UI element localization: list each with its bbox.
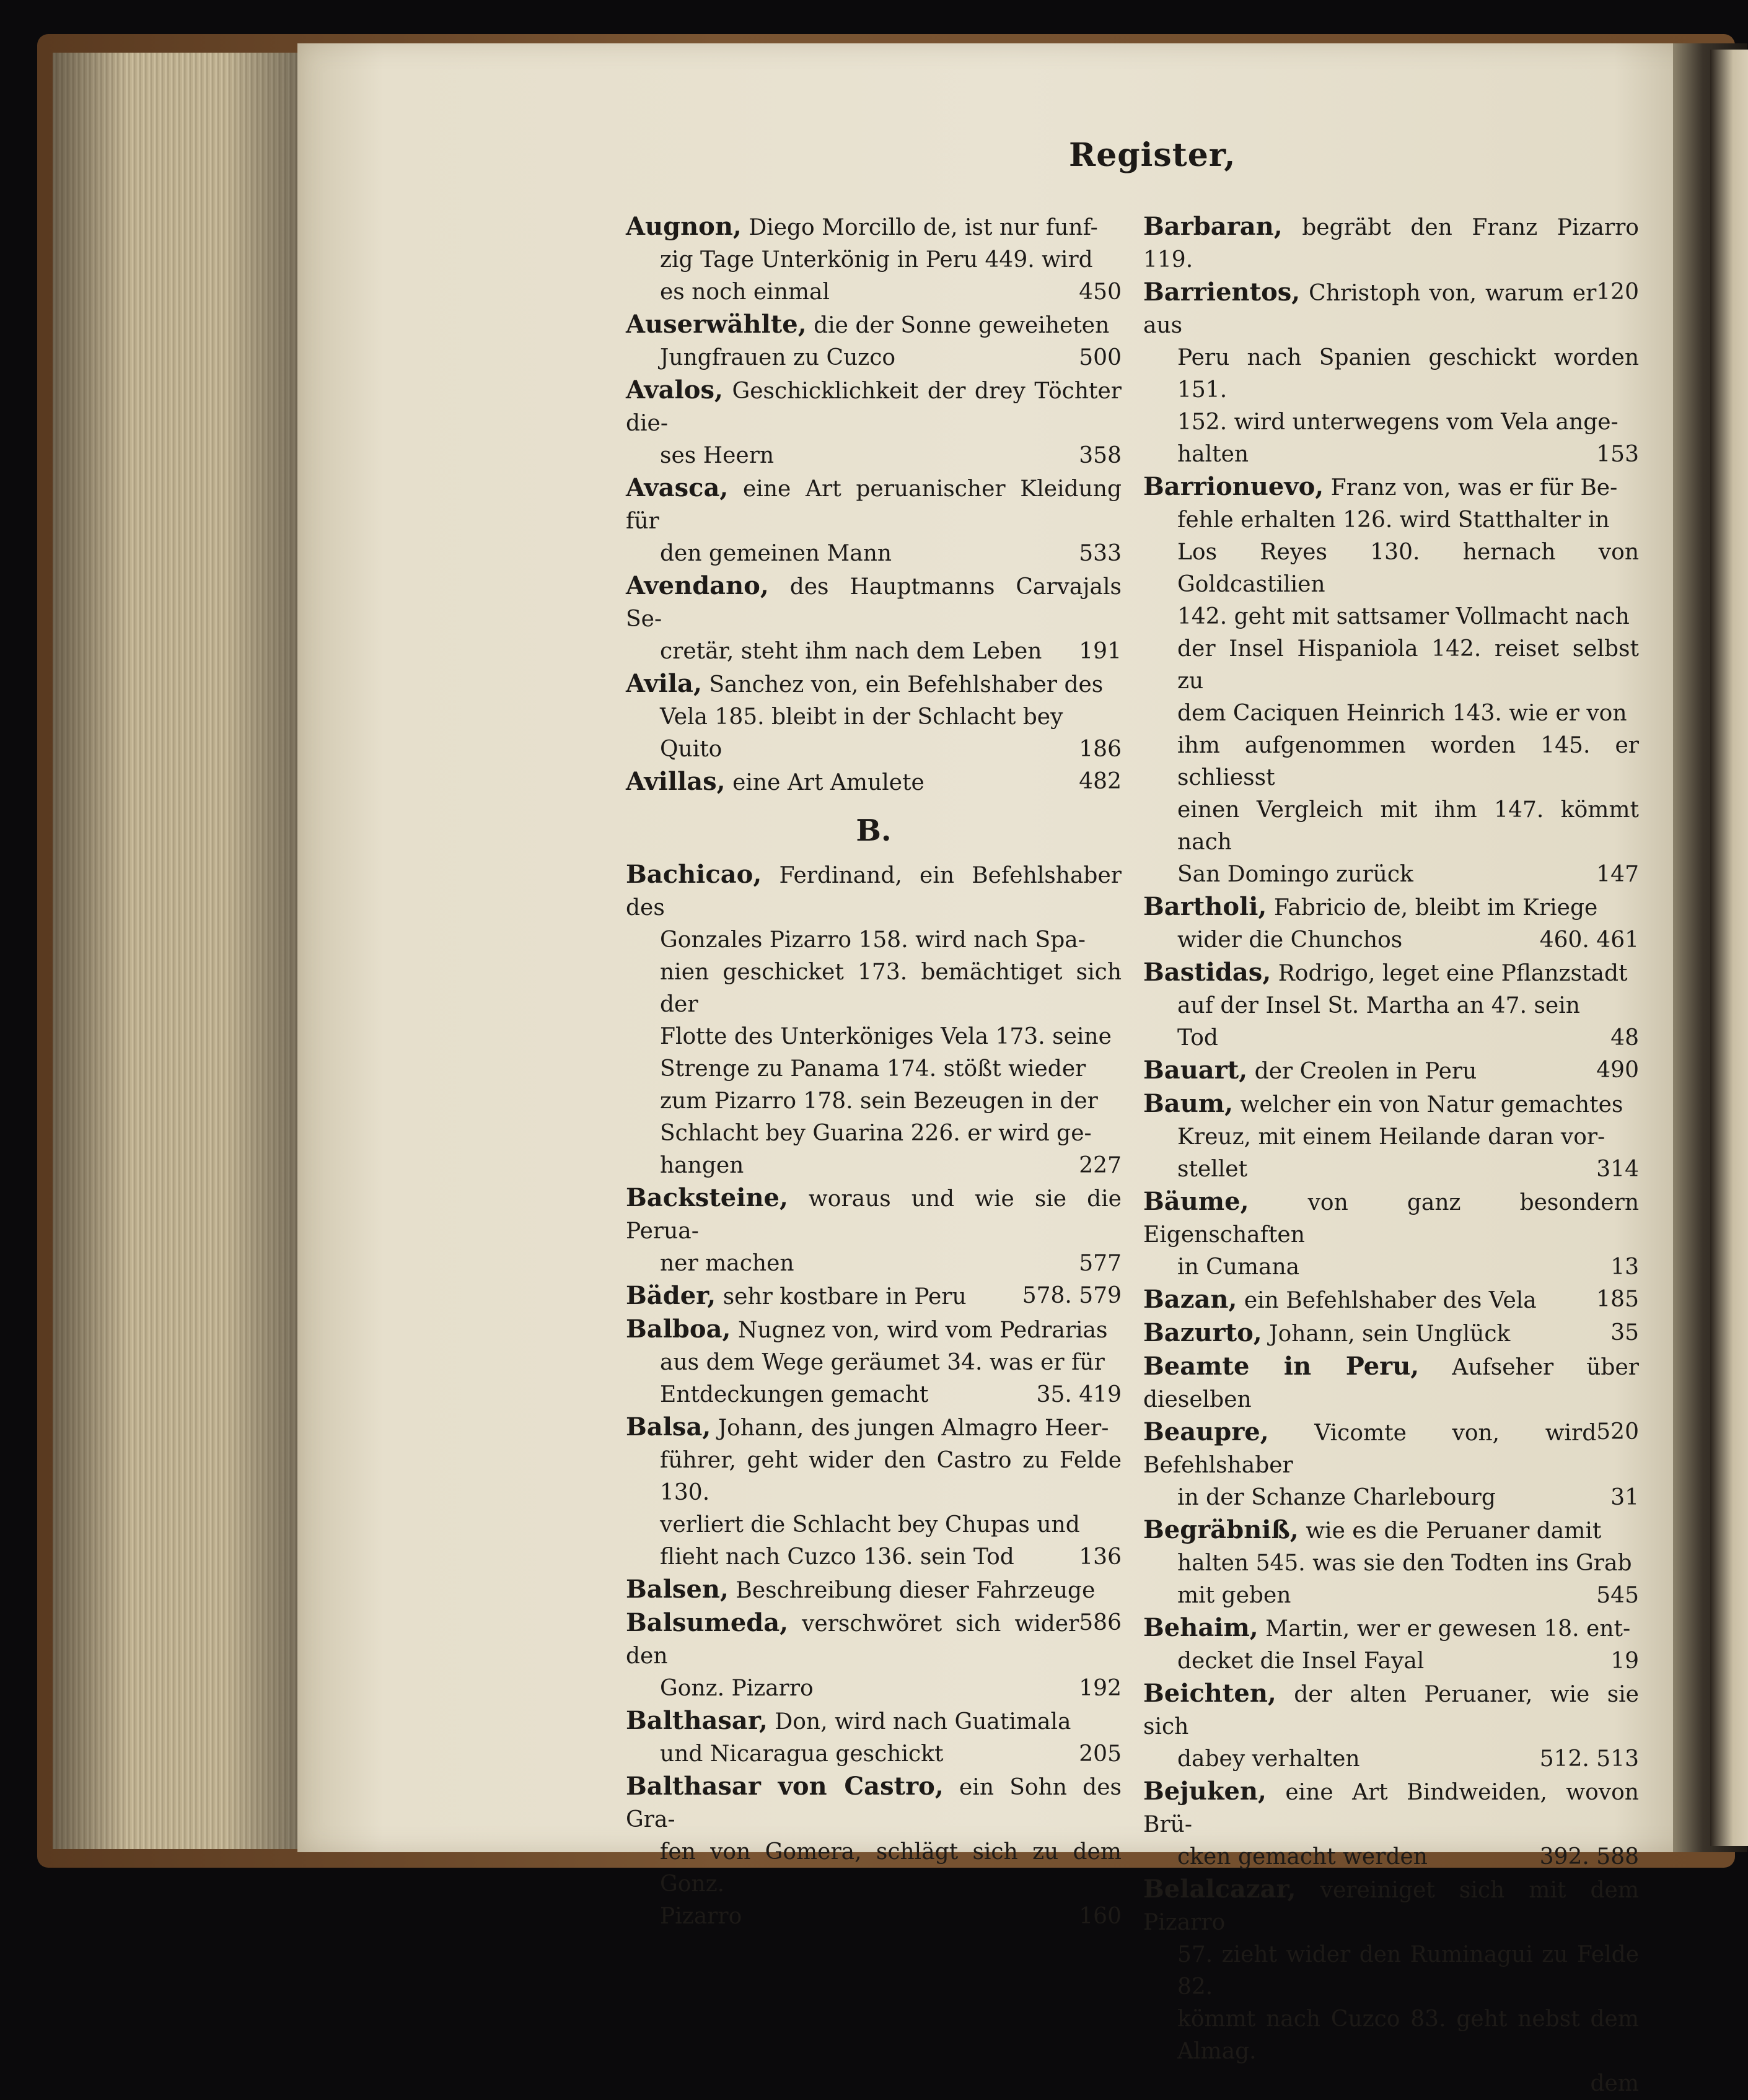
entry-text: Strenge zu Panama 174. stößt wieder <box>660 1056 1086 1082</box>
entry-page: 13 <box>1610 1254 1639 1280</box>
index-entry <box>626 570 1122 668</box>
entry-line <box>626 733 1122 766</box>
entry-line <box>626 1118 1122 1150</box>
entry-text: Don, wird nach Guatimala <box>775 1709 1071 1735</box>
right-column <box>1143 211 1639 2100</box>
entry-headword: Balthasar, <box>626 1706 768 1735</box>
entry-headword: Bäume, <box>1143 1187 1249 1216</box>
left-column <box>626 211 1122 1933</box>
entry-text: Aufseher über dieselben <box>1143 1355 1639 1412</box>
index-entry <box>626 1705 1122 1770</box>
entry-line <box>1143 1186 1639 1251</box>
entry-text: der alten Peruaner, wie sie sich <box>1143 1682 1639 1739</box>
index-entry <box>626 1280 1122 1313</box>
entry-text: in der Schanze Charlebourg <box>1177 1485 1496 1510</box>
entry-text: San Domingo zurück <box>1177 862 1413 887</box>
entry-line <box>626 1280 1122 1313</box>
entry-line <box>1143 1841 1639 1873</box>
entry-headword: Bastidas, <box>1143 958 1271 987</box>
index-entry <box>1143 1612 1639 1678</box>
index-entry <box>1143 1514 1639 1612</box>
index-entry <box>626 472 1122 570</box>
entry-line <box>626 1021 1122 1053</box>
entry-page: 500 <box>1079 345 1122 370</box>
entry-text: und Nicaragua geschickt <box>660 1741 944 1767</box>
index-entry <box>1143 1678 1639 1775</box>
entry-text: fehle erhalten 126. wird Statthalter in <box>1177 507 1610 533</box>
entry-page: 512. 513 <box>1539 1746 1639 1772</box>
entry-text: wie es die Peruaner damit <box>1306 1518 1602 1544</box>
entry-line <box>1143 891 1639 924</box>
entry-line <box>626 1509 1122 1541</box>
entry-line <box>626 924 1122 956</box>
entry-text: Johann, des jungen Almagro Heer- <box>718 1415 1109 1441</box>
entry-text: von ganz besondern Eigenschaften <box>1143 1190 1640 1248</box>
entry-text: Beschreibung dieser Fahrzeuge <box>736 1578 1096 1603</box>
index-entry <box>626 1182 1122 1280</box>
entry-line <box>1143 956 1639 990</box>
entry-line <box>626 668 1122 701</box>
entry-line <box>1143 1284 1639 1317</box>
entry-text: cken gemacht werden <box>1177 1844 1428 1870</box>
index-entry <box>1143 1284 1639 1317</box>
entry-line <box>1143 471 1639 504</box>
entry-line <box>1143 601 1639 633</box>
entry-page: 160 <box>1079 1904 1122 1929</box>
entry-page: 185 <box>1596 1287 1639 1312</box>
entry-line <box>1143 504 1639 536</box>
entry-headword: Bachicao, <box>626 860 762 889</box>
entry-line <box>626 374 1122 440</box>
entry-text: der Creolen in Peru <box>1254 1059 1477 1084</box>
entry-page: 136 <box>1079 1544 1122 1570</box>
entry-text: führer, geht wider den Castro zu Felde 130. <box>660 1448 1122 1505</box>
entry-page: 392. 588 <box>1539 1844 1639 1870</box>
entry-text: ner machen <box>660 1251 794 1276</box>
entry-text: dabey verhalten <box>1177 1746 1360 1772</box>
entry-page: 35. 419 <box>1036 1382 1122 1407</box>
entry-text: Vicomte von, wird Befehlshaber <box>1143 1420 1597 1478</box>
entry-headword: Augnon, <box>626 212 742 241</box>
entry-line <box>626 244 1122 276</box>
entry-text: Vela 185. bleibt in der Schlacht bey <box>660 704 1063 730</box>
entry-line <box>1143 698 1639 730</box>
page-content <box>626 136 1642 2096</box>
entry-line <box>1143 439 1639 471</box>
entry-line <box>1143 794 1639 859</box>
entry-page: 31 <box>1610 1485 1639 1510</box>
entry-text: Diego Morcillo de, ist nur funf- <box>749 215 1098 240</box>
entry-text: dem Caciquen Heinrich 143. wie er von <box>1177 701 1627 726</box>
entry-page: 533 <box>1079 541 1122 566</box>
entry-text: Kreuz, mit einem Heilande daran vor- <box>1177 1124 1605 1150</box>
entry-line <box>626 472 1122 538</box>
entry-text: eine Art peruanischer Kleidung für <box>626 476 1122 534</box>
entry-line <box>1143 2003 1639 2068</box>
entry-page: 460. 461 <box>1539 927 1639 953</box>
entry-line <box>1143 1612 1639 1645</box>
entry-text: ein Befehlshaber des Vela <box>1244 1288 1537 1313</box>
entry-text: cretär, steht ihm nach dem Leben <box>660 639 1042 664</box>
entry-headword: Avasca, <box>626 473 729 502</box>
entry-line <box>626 1445 1122 1509</box>
entry-text: Los Reyes 130. hernach von Goldcastilien <box>1177 540 1639 597</box>
entry-headword: Bejuken, <box>1143 1777 1267 1806</box>
entry-text: ses Heern <box>660 443 775 468</box>
index-entry <box>626 211 1122 308</box>
index-entry <box>1143 1317 1639 1350</box>
entry-line <box>626 1150 1122 1182</box>
index-entry <box>1143 1186 1639 1284</box>
fore-edge-shadow <box>53 53 301 1849</box>
entry-line <box>626 342 1122 374</box>
entry-text: Ferdinand, ein Befehlshaber des <box>626 863 1122 921</box>
entry-text: kömmt nach Cuzco 83. geht nebst dem Almag. <box>1177 2006 1639 2064</box>
entry-text: es noch einmal <box>660 279 830 305</box>
index-entry <box>626 374 1122 472</box>
index-entry <box>1143 471 1639 891</box>
entry-page: 205 <box>1079 1741 1122 1767</box>
entry-line <box>626 308 1122 342</box>
entry-line <box>1143 633 1639 698</box>
entry-text: Gonzales Pizarro 158. wird nach Spa- <box>660 927 1086 953</box>
index-entry <box>626 308 1122 374</box>
entry-headword: Begräbniß, <box>1143 1515 1299 1544</box>
entry-line <box>626 211 1122 244</box>
entry-line <box>1143 1678 1639 1743</box>
catchword: dem <box>1590 2071 1639 2096</box>
entry-line <box>1143 1088 1639 1121</box>
page-header: Register, <box>1069 136 1236 174</box>
entry-text: auf der Insel St. Martha an 47. sein <box>1177 993 1580 1018</box>
index-entry <box>1143 1775 1639 1873</box>
entry-line <box>626 1085 1122 1118</box>
entry-text: fen von Gomera, schlägt sich zu dem Gonz. <box>660 1839 1122 1897</box>
index-entry <box>626 668 1122 766</box>
entry-page: 227 <box>1079 1153 1122 1178</box>
entry-line <box>1143 211 1639 276</box>
entry-page: 48 <box>1610 1025 1639 1051</box>
entry-line <box>626 859 1122 924</box>
entry-text: 142. geht mit sattsamer Vollmacht nach <box>1177 604 1630 629</box>
entry-text: Peru nach Spanien geschickt worden 151. <box>1177 345 1639 403</box>
entry-text: flieht nach Cuzco 136. sein Tod <box>660 1544 1014 1570</box>
entry-headword: Balboa, <box>626 1315 731 1344</box>
entry-headword: Barrionuevo, <box>1143 472 1324 501</box>
entry-headword: Balsa, <box>626 1412 711 1442</box>
entry-line <box>626 1673 1122 1705</box>
entry-page: 192 <box>1079 1676 1122 1701</box>
entry-text: Nugnez von, wird vom Pedrarias <box>737 1318 1108 1343</box>
entry-text: 57. zieht wider den Ruminagui zu Felde 82. <box>1177 1942 1639 2000</box>
entry-line <box>626 570 1122 636</box>
entry-line <box>1143 1482 1639 1514</box>
entry-text: hangen <box>660 1153 744 1178</box>
entry-text: Schlacht bey Guarina 226. er wird ge- <box>660 1121 1092 1146</box>
index-entry <box>1143 1054 1639 1088</box>
entry-line <box>1143 342 1639 406</box>
entry-text: 152. wird unterwegens vom Vela ange- <box>1177 409 1618 435</box>
entry-page: 490 <box>1596 1057 1639 1083</box>
index-entry <box>626 859 1122 1182</box>
entry-text: ein Sohn des Gra- <box>626 1775 1122 1832</box>
entry-text: der Insel Hispaniola 142. reiset selbst zu <box>1177 636 1639 694</box>
entry-line <box>1143 1743 1639 1775</box>
section-letter: B. <box>856 813 892 848</box>
entry-text: in Cumana <box>1177 1254 1300 1280</box>
entry-line <box>626 538 1122 570</box>
entry-line <box>626 1738 1122 1770</box>
entry-text: halten <box>1177 442 1249 467</box>
entry-text: woraus und wie sie die Perua- <box>626 1186 1122 1244</box>
entry-headword: Bazan, <box>1143 1285 1237 1314</box>
entry-line <box>1143 1580 1639 1612</box>
entry-page: 153 <box>1596 442 1639 467</box>
entry-headword: Balsumeda, <box>626 1608 789 1637</box>
entry-text: Sanchez von, ein Befehlshaber des <box>709 672 1104 698</box>
entry-text: zum Pizarro 178. sein Bezeugen in der <box>660 1088 1098 1114</box>
entry-line <box>1143 276 1639 342</box>
entry-headword: Barrientos, <box>1143 278 1301 307</box>
entry-line <box>626 956 1122 1021</box>
entry-text: zig Tage Unterkönig in Peru 449. wird <box>660 247 1093 273</box>
entry-headword: Belalcazar, <box>1143 1875 1296 1904</box>
entry-page: 358 <box>1079 443 1122 468</box>
entry-page: 450 <box>1079 279 1122 305</box>
facing-page-edge <box>1710 50 1748 1846</box>
entry-headword: Balthasar von Castro, <box>626 1772 944 1801</box>
entry-text: Tod <box>1177 1025 1218 1051</box>
entry-page: 120 <box>1596 279 1639 305</box>
entry-headword: Bartholi, <box>1143 892 1267 921</box>
entry-line <box>626 276 1122 308</box>
entry-line <box>1143 1251 1639 1284</box>
entry-text: Johann, sein Unglück <box>1269 1321 1511 1347</box>
entry-line <box>1143 1317 1639 1350</box>
entry-headword: Baum, <box>1143 1089 1234 1118</box>
entry-line <box>626 636 1122 668</box>
index-entry <box>1143 276 1639 471</box>
entry-text: Entdeckungen gemacht <box>660 1382 929 1407</box>
entry-headword: Beichten, <box>1143 1679 1276 1708</box>
entry-line <box>1143 1939 1639 2003</box>
entry-text: Martin, wer er gewesen 18. ent- <box>1265 1616 1631 1642</box>
entry-text: eine Art Bindweiden, wovon Brü- <box>1143 1780 1639 1837</box>
entry-headword: Bazurto, <box>1143 1318 1262 1347</box>
entry-line <box>626 1248 1122 1280</box>
entry-page: 186 <box>1079 737 1122 762</box>
entry-line <box>626 1379 1122 1411</box>
entry-line <box>1143 406 1639 439</box>
entry-text: welcher ein von Natur gemachtes <box>1240 1092 1623 1118</box>
entry-headword: Avillas, <box>626 767 726 796</box>
entry-line <box>626 1411 1122 1445</box>
entry-text: mit geben <box>1177 1583 1291 1608</box>
entry-page: 314 <box>1596 1157 1639 1182</box>
entry-text: Fabricio de, bleibt im Kriege <box>1273 895 1598 921</box>
index-entry <box>1143 1088 1639 1186</box>
entry-line <box>1143 1022 1639 1054</box>
entry-line <box>1143 1873 1639 1939</box>
entry-line <box>1143 1416 1639 1482</box>
index-entry <box>1143 956 1639 1054</box>
entry-line <box>1143 1350 1639 1416</box>
entry-text: den gemeinen Mann <box>660 541 892 566</box>
entry-line <box>626 701 1122 733</box>
entry-text: verschwöret sich wider den <box>626 1611 1079 1669</box>
index-entry <box>1143 1873 1639 2068</box>
entry-text: Quito <box>660 737 722 762</box>
index-entry <box>626 1411 1122 1573</box>
entry-line <box>1143 1153 1639 1186</box>
entry-text: Rodrigo, leget eine Pflanzstadt <box>1278 961 1628 986</box>
entry-page: 482 <box>1079 769 1122 794</box>
entry-line <box>626 1705 1122 1738</box>
entry-text: nien geschicket 173. bemächtiget sich der <box>660 960 1122 1017</box>
entry-text: wider die Chunchos <box>1177 927 1403 953</box>
entry-line <box>1143 536 1639 601</box>
entry-text: Gonz. Pizarro <box>660 1676 814 1701</box>
entry-headword: Beamte in Peru, <box>1143 1352 1420 1381</box>
entry-headword: Backsteine, <box>626 1183 788 1212</box>
index-entry <box>1143 891 1639 956</box>
entry-text: sehr kostbare in Peru <box>722 1284 967 1310</box>
index-entry <box>626 1313 1122 1411</box>
entry-headword: Barbaran, <box>1143 212 1283 241</box>
entry-text: des Hauptmanns Carvajals Se- <box>626 574 1122 632</box>
entry-text: begräbt den Franz Pizarro 119. <box>1143 215 1639 273</box>
entry-line <box>626 1541 1122 1573</box>
entry-text: eine Art Amulete <box>732 770 925 795</box>
entry-headword: Avendano, <box>626 571 769 600</box>
entry-line <box>626 1347 1122 1379</box>
entry-text: Franz von, was er für Be- <box>1330 475 1618 501</box>
entry-text: ihm aufgenommen worden 145. er schliesst <box>1177 733 1639 790</box>
entry-headword: Avila, <box>626 669 702 698</box>
entry-page: 577 <box>1079 1251 1122 1276</box>
entry-line <box>1143 990 1639 1022</box>
entry-text: verliert die Schlacht bey Chupas und <box>660 1512 1080 1538</box>
entry-text: stellet <box>1177 1157 1248 1182</box>
entry-headword: Beaupre, <box>1143 1417 1269 1446</box>
index-entry <box>1143 1416 1639 1514</box>
entry-line <box>626 1607 1122 1673</box>
entry-line <box>1143 730 1639 794</box>
entry-line <box>626 1836 1122 1901</box>
entry-page: 586 <box>1079 1610 1122 1635</box>
index-entry <box>626 766 1122 799</box>
entry-page: 19 <box>1610 1648 1639 1674</box>
entry-headword: Balsen, <box>626 1575 729 1604</box>
entry-line <box>626 1901 1122 1933</box>
entry-text: Flotte des Unterköniges Vela 173. seine <box>660 1024 1112 1049</box>
entry-page: 578. 579 <box>1022 1283 1122 1308</box>
entry-text: halten 545. was sie den Todten ins Grab <box>1177 1551 1632 1576</box>
entry-line <box>1143 924 1639 956</box>
entry-page: 35 <box>1610 1320 1639 1345</box>
entry-page: 520 <box>1596 1419 1639 1445</box>
entry-line <box>1143 1775 1639 1841</box>
index-entry <box>626 1770 1122 1933</box>
entry-line <box>626 1053 1122 1085</box>
entry-line <box>626 1313 1122 1347</box>
entry-headword: Bäder, <box>626 1281 716 1310</box>
entry-text: decket die Insel Fayal <box>1177 1648 1425 1674</box>
entry-text: einen Vergleich mit ihm 147. kömmt nach <box>1177 797 1639 855</box>
entry-line <box>626 1770 1122 1836</box>
entry-line <box>626 440 1122 472</box>
entry-text: Christoph von, warum er aus <box>1143 281 1597 338</box>
entry-line <box>1143 1547 1639 1580</box>
entry-text: vereiniget sich mit dem Pizarro <box>1143 1878 1639 1935</box>
entry-text: Pizarro <box>660 1904 742 1929</box>
entry-line <box>626 766 1122 799</box>
entry-headword: Auserwählte, <box>626 310 807 339</box>
entry-headword: Behaim, <box>1143 1613 1258 1642</box>
entry-line <box>1143 1054 1639 1088</box>
entry-line <box>1143 859 1639 891</box>
entry-line <box>626 1182 1122 1248</box>
entry-text: die der Sonne geweiheten <box>814 313 1110 338</box>
entry-page: 545 <box>1596 1583 1639 1608</box>
entry-headword: Bauart, <box>1143 1056 1248 1085</box>
entry-page: 147 <box>1596 862 1639 887</box>
entry-text: aus dem Wege geräumet 34. was er für <box>660 1350 1105 1375</box>
entry-headword: Avalos, <box>626 375 723 405</box>
entry-line <box>1143 1514 1639 1547</box>
entry-line <box>1143 1645 1639 1678</box>
index-entry <box>626 1607 1122 1705</box>
entry-line <box>1143 1121 1639 1153</box>
entry-text: Jungfrauen zu Cuzco <box>660 345 896 370</box>
entry-page: 191 <box>1079 639 1122 664</box>
entry-text: Geschicklichkeit der drey Töchter die- <box>626 378 1122 436</box>
